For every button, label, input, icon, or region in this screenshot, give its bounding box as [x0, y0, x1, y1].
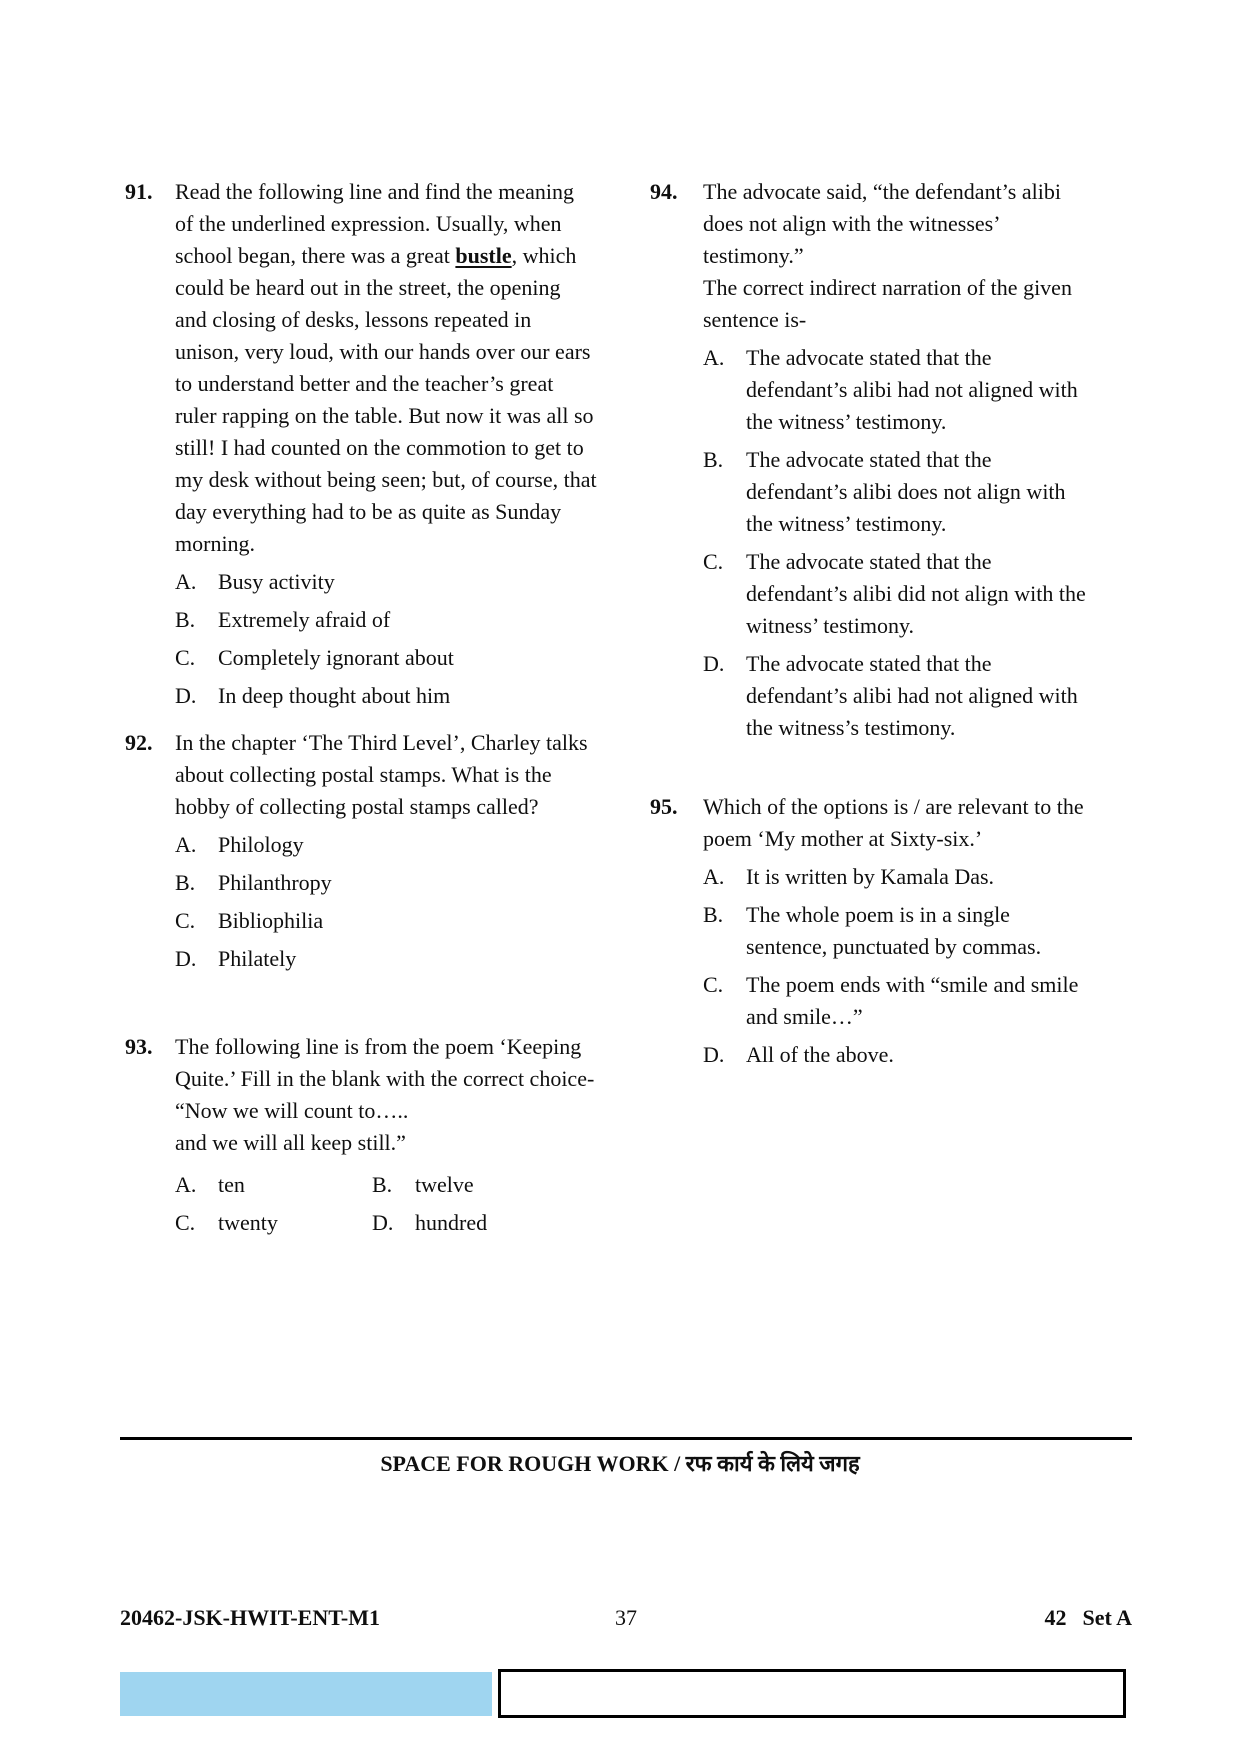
option-text: Bibliophilia	[218, 908, 324, 933]
option-label: D.	[703, 651, 725, 676]
question-93	[125, 1031, 597, 1239]
option-label: D.	[703, 1042, 725, 1067]
option-a	[175, 566, 597, 598]
option-d	[175, 680, 597, 712]
option-a	[703, 861, 1087, 893]
option-text: twelve	[415, 1172, 474, 1197]
page-footer	[120, 1602, 1132, 1634]
options-grid	[175, 1163, 597, 1239]
option-label: A.	[175, 832, 197, 857]
question-number: 95.	[650, 794, 678, 819]
option-b	[175, 867, 597, 899]
question-92	[125, 727, 597, 975]
question-91	[125, 176, 597, 712]
column-right	[650, 176, 1087, 1071]
option-text: Busy activity	[218, 569, 335, 594]
option-label: B.	[372, 1172, 393, 1197]
options-list	[703, 861, 1087, 1071]
option-label: C.	[703, 972, 724, 997]
option-text: In deep thought about him	[218, 683, 451, 708]
question-stem	[703, 176, 1087, 336]
option-b	[175, 604, 597, 636]
option-label: A.	[175, 569, 197, 594]
question-number: 93.	[125, 1034, 153, 1059]
option-label: A.	[175, 1172, 197, 1197]
option-text: Extremely afraid of	[218, 607, 391, 632]
set-number: 42	[1044, 1605, 1067, 1630]
option-label: C.	[175, 1210, 196, 1235]
divider-line	[120, 1437, 1132, 1440]
option-text: twenty	[218, 1210, 278, 1235]
option-a	[175, 829, 597, 861]
option-label: B.	[703, 447, 724, 472]
option-text: Philately	[218, 946, 297, 971]
question-stem: Which of the options is / are relevant to the poem ‘My mother at Sixty-six.’	[703, 794, 1084, 851]
option-label: B.	[175, 870, 196, 895]
question-number: 92.	[125, 730, 153, 755]
set-name: Set A	[1082, 1605, 1132, 1630]
question-body	[175, 727, 597, 975]
stem-quote: The advocate said, “the defendant’s alibi does not align with the witnesses’ testimony.”	[703, 179, 1061, 268]
option-b	[372, 1169, 597, 1201]
option-label: C.	[175, 645, 196, 670]
question-body	[175, 1031, 597, 1239]
option-c	[175, 905, 597, 937]
underlined-word: bustle	[455, 243, 512, 268]
option-d	[372, 1207, 597, 1239]
option-d	[703, 648, 1087, 744]
option-text: ten	[218, 1172, 245, 1197]
question-94	[650, 176, 1087, 744]
option-c	[703, 969, 1087, 1033]
option-c	[175, 642, 597, 674]
question-95	[650, 791, 1087, 1071]
stem-text-pre: Read the following line and find the meaning of the underlined expression. Usually, when school began, there was a great	[175, 179, 574, 268]
highlight-bar	[120, 1672, 492, 1716]
question-number: 94.	[650, 179, 678, 204]
question-stem	[175, 1031, 597, 1159]
question-body	[175, 176, 597, 712]
option-label: D.	[175, 683, 197, 708]
option-text: All of the above.	[746, 1042, 894, 1067]
stem-text-post: , which could be heard out in the street, the opening and closing of desks, lessons repeated in unison, very loud, with our hands over our ears to understand better and the teacher’s great ruler rapping on the table. But now it was all so still! I had counted on the commotion to get to my desk without being seen; but, of course, that day everything had to be as quite as Sunday morning.	[175, 243, 597, 556]
question-stem: In the chapter ‘The Third Level’, Charley talks about collecting postal stamps. What is the hobby of collecting postal stamps called?	[175, 730, 588, 819]
question-body	[703, 176, 1087, 744]
option-d	[175, 943, 597, 975]
question-number: 91.	[125, 179, 153, 204]
options-list	[175, 566, 597, 712]
option-label: C.	[703, 549, 724, 574]
stem-text: The following line is from the poem ‘Keeping Quite.’ Fill in the blank with the correct choice-	[175, 1034, 595, 1091]
option-text: The advocate stated that the defendant’s alibi had not aligned with the witness’s testimony.	[746, 651, 1078, 740]
rough-work-box	[498, 1669, 1126, 1718]
option-label: D.	[372, 1210, 394, 1235]
option-text: Completely ignorant about	[218, 645, 454, 670]
options-list	[175, 829, 597, 975]
option-text: It is written by Kamala Das.	[746, 864, 995, 889]
question-stem	[175, 176, 597, 560]
option-a	[703, 342, 1087, 438]
option-text: hundred	[415, 1210, 488, 1235]
option-label: B.	[703, 902, 724, 927]
option-text: The advocate stated that the defendant’s alibi had not aligned with the witness’ testimony.	[746, 345, 1078, 434]
option-text: The advocate stated that the defendant’s alibi did not align with the witness’ testimony.	[746, 549, 1086, 638]
quote-line: and we will all keep still.”	[175, 1130, 406, 1155]
option-a	[175, 1169, 372, 1201]
option-b	[703, 899, 1087, 963]
paper-code: 20462-JSK-HWIT-ENT-M1	[120, 1605, 380, 1630]
column-left	[125, 176, 597, 1239]
option-b	[703, 444, 1087, 540]
page-number: 37	[615, 1605, 637, 1630]
option-label: B.	[175, 607, 196, 632]
question-body	[703, 791, 1087, 1071]
option-text: Philanthropy	[218, 870, 332, 895]
option-text: The poem ends with “smile and smile and smile…”	[746, 972, 1079, 1029]
options-list	[703, 342, 1087, 744]
option-c	[175, 1207, 372, 1239]
option-label: D.	[175, 946, 197, 971]
rough-work-heading: SPACE FOR ROUGH WORK / रफ कार्य के लिये जगह	[380, 1451, 860, 1476]
option-label: C.	[175, 908, 196, 933]
stem-instruction: The correct indirect narration of the given sentence is-	[703, 275, 1072, 332]
option-c	[703, 546, 1087, 642]
option-label: A.	[703, 864, 725, 889]
option-text: The whole poem is in a single sentence, punctuated by commas.	[746, 902, 1042, 959]
option-text: The advocate stated that the defendant’s alibi does not align with the witness’ testimony.	[746, 447, 1066, 536]
quote-line: “Now we will count to…..	[175, 1098, 409, 1123]
option-d	[703, 1039, 1087, 1071]
option-label: A.	[703, 345, 725, 370]
option-text: Philology	[218, 832, 304, 857]
